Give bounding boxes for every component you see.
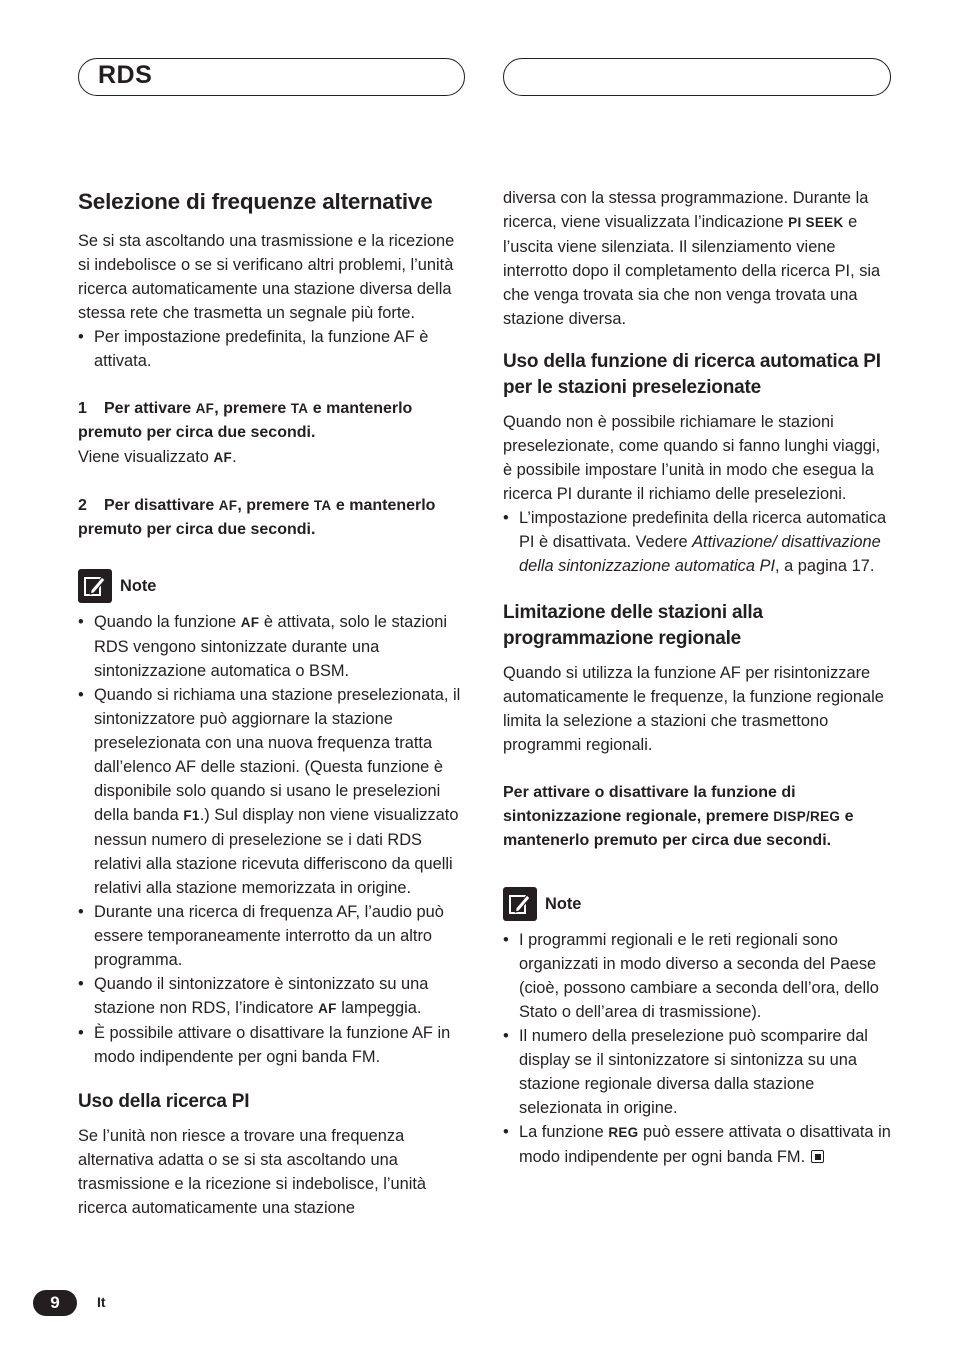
reg-indicator: REG — [608, 1125, 639, 1140]
language-code: It — [97, 1294, 106, 1310]
auto-pi-heading: Uso della funzione di ricerca automatica PI per le stazioni preselezionate — [503, 351, 881, 398]
note-header — [78, 569, 466, 603]
ta-key: TA — [313, 498, 332, 513]
pencil-note-icon — [78, 569, 112, 603]
regional-paragraph: Quando si utilizza la funzione AF per risintonizzare automaticamente le frequenze, la funzione regionale limita la selezione a stazioni che trasmettono programmi regionali. — [503, 664, 884, 754]
section-header-box — [78, 58, 465, 96]
pi-paragraph: Se l’unità non riesce a trovare una frequenza alternativa adatta o se si sta ascoltando una trasmissione e la ricezione si indebolisce, l’unità ricerca automaticamente una stazione — [78, 1127, 427, 1217]
list-item: • Durante una ricerca di frequenza AF, l’audio può essere temporaneamente interrotto da un altro programma. — [78, 900, 466, 972]
list-item: • Per impostazione predefinita, la funzione AF è attivata. — [78, 325, 466, 373]
step-number: 1 — [78, 400, 87, 417]
af-intro-paragraph: Se si sta ascoltando una trasmissione e la ricezione si indebolisce o se si verificano altri problemi, l’unità ricerca automaticamente una stazione diversa della stessa rete che trasmetta un segnale più forte. — [78, 232, 455, 322]
pencil-note-icon — [503, 887, 537, 921]
list-item: • È possibile attivare o disattivare la funzione AF in modo indipendente per ogni banda FM. — [78, 1021, 466, 1069]
f1-band-indicator: F1 — [183, 808, 200, 823]
af-indicator: AF — [213, 450, 233, 465]
disp-reg-key: DISP/REG — [773, 809, 841, 824]
note-label: Note — [120, 576, 157, 595]
end-of-section-icon — [811, 1150, 824, 1163]
ta-key: TA — [290, 401, 309, 416]
right-column — [503, 186, 891, 1169]
list-item: • Quando il sintonizzatore è sintonizzato su una stazione non RDS, l’indicatore AF lampeggia. — [78, 972, 466, 1021]
left-column — [78, 186, 466, 1220]
auto-pi-paragraph: Quando non è possibile richiamare le stazioni preselezionate, come quando si fanno lunghi viaggi, è possibile impostare l’unità in modo che esegua la ricerca PI durante il richiamo delle preselezioni. — [503, 413, 881, 503]
list-item: • Quando si richiama una stazione preselezionata, il sintonizzatore può aggiornare la stazione preselezionata con una nuova frequenza tratta dall’elenco AF delle stazioni. (Questa funzione è disponibile solo quando si usano le preselezioni della banda F1.) Sul display non viene visualizzato nessun numero di preselezione se i dati RDS relativi alla stazione ricevuta differiscono da quelli relativi alla stazione memorizzata in origine. — [78, 683, 466, 900]
af-indicator: AF — [318, 1001, 337, 1016]
af-key: AF — [218, 498, 238, 513]
list-item: • L’impostazione predefinita della ricerca automatica PI è disattivata. Vedere Attivazione/ disattivazione della sintonizzazione automatica PI, a pagina 17. — [503, 506, 891, 578]
list-item: • La funzione REG può essere attivata o disattivata in modo indipendente per ogni banda FM. — [503, 1120, 891, 1169]
pi-heading: Uso della ricerca PI — [78, 1091, 250, 1112]
af-step-1: 1 Per attivare AF, premere TA e mantenerlo premuto per circa due secondi. — [78, 397, 466, 445]
regional-notes-list — [503, 928, 891, 1169]
note-header — [503, 887, 891, 921]
pi-seek-indicator: PI SEEK — [788, 215, 844, 230]
pi-paragraph-continued: diversa con la stessa programmazione. Durante la ricerca, viene visualizzata l’indicazione PI SEEK e l’uscita viene silenziata. Il silenziamento viene interrotto dopo il completamento della ricerca PI, sia che venga trovata sia che non venga trovata una stazione diversa. — [503, 189, 881, 328]
note-label: Note — [545, 894, 582, 913]
af-step-2: 2 Per disattivare AF, premere TA e mantenerlo premuto per circa due secondi. — [78, 494, 466, 542]
af-step-1-result: Viene visualizzato AF. — [78, 448, 237, 466]
subsection-header-box — [503, 58, 891, 96]
af-key: AF — [195, 401, 215, 416]
af-intro-list — [78, 325, 466, 373]
af-notes-list — [78, 610, 466, 1069]
af-heading: Selezione di frequenze alternative — [78, 189, 433, 214]
regional-heading: Limitazione delle stazioni alla programmazione regionale — [503, 602, 763, 649]
af-indicator: AF — [240, 615, 260, 630]
step-number: 2 — [78, 497, 87, 514]
list-item: • Il numero della preselezione può scomparire dal display se il sintonizzatore si sintonizza su una stazione regionale diversa dalla stazione selezionata in origine. — [503, 1024, 891, 1120]
page-number-badge: 9 — [33, 1290, 77, 1316]
list-item: • Quando la funzione AF è attivata, solo le stazioni RDS vengono sintonizzate durante una sintonizzazione automatica o BSM. — [78, 610, 466, 683]
cross-reference-link[interactable]: Attivazione/ disattivazione della sintonizzazione automatica PI — [519, 533, 881, 575]
list-item: • I programmi regionali e le reti regionali sono organizzati in modo diverso a seconda del Paese (cioè, possono cambiare a seconda dell’ora, dello Stato o dell’area di trasmissione). — [503, 928, 891, 1024]
section-title: RDS — [98, 61, 153, 89]
auto-pi-list — [503, 506, 891, 578]
regional-step: Per attivare o disattivare la funzione di sintonizzazione regionale, premere DISP/REG e mantenerlo premuto per circa due secondi. — [503, 784, 854, 849]
